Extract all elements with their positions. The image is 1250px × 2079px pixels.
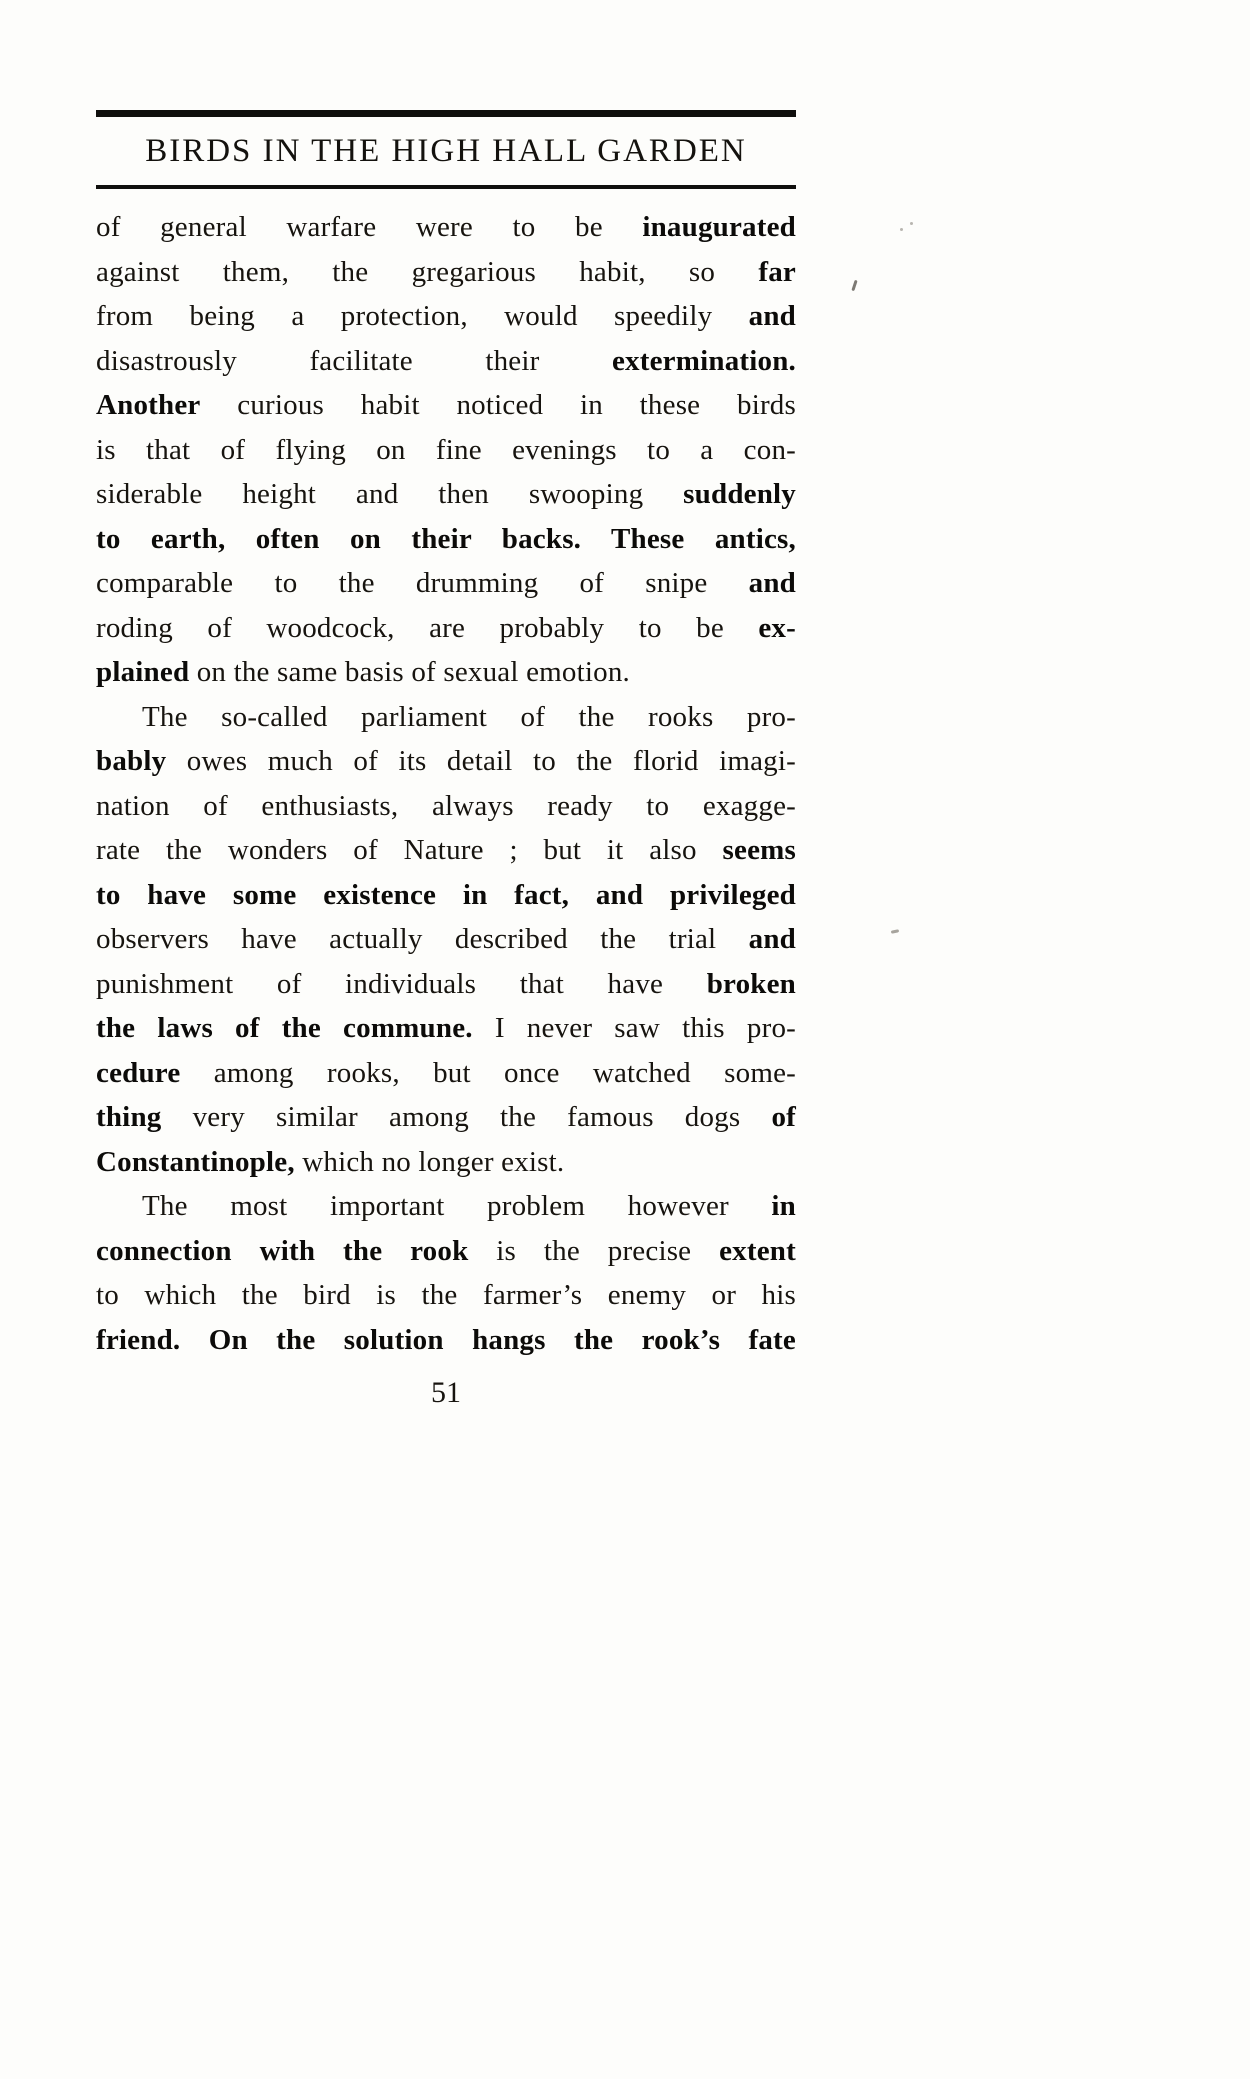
text-segment: cedure xyxy=(96,1056,181,1089)
text-body xyxy=(96,205,796,1362)
text-segment: The so-called parliament of the rooks pro- xyxy=(142,700,796,733)
text-segment: Another xyxy=(96,389,201,421)
text-line xyxy=(96,472,796,517)
text-segment: The most important problem however xyxy=(142,1190,772,1222)
text-segment: extent xyxy=(719,1234,796,1267)
text-segment: seems xyxy=(722,834,796,866)
text-segment: is that of flying on fine evenings to a con- xyxy=(96,433,796,466)
text-segment: ex- xyxy=(758,611,796,644)
text-segment: observers have actually described the trial xyxy=(96,923,749,955)
text-line xyxy=(96,1229,796,1274)
text-segment: nation of enthusiasts, always ready to exagge- xyxy=(96,789,796,822)
text-line xyxy=(96,250,796,295)
text-segment: and xyxy=(748,300,796,332)
text-segment: friend. On the solution hangs the rook’s fate xyxy=(96,1323,796,1356)
text-line xyxy=(96,294,796,339)
text-segment: comparable to the drumming of snipe xyxy=(96,567,749,599)
text-segment: of general warfare were to be xyxy=(96,211,643,243)
text-segment: which no longer exist. xyxy=(294,1145,565,1178)
text-line xyxy=(96,739,796,784)
text-line xyxy=(96,1318,796,1363)
scan-speck-tick xyxy=(891,929,899,934)
text-line xyxy=(96,205,796,250)
text-segment: against them, the gregarious habit, so xyxy=(96,255,759,288)
text-line xyxy=(96,650,796,695)
scan-speck-dots xyxy=(900,222,914,232)
header-rule-bottom xyxy=(96,185,796,189)
text-line xyxy=(96,1273,796,1318)
text-segment: suddenly xyxy=(683,478,796,510)
text-segment: to which the bird is the farmer’s enemy or his xyxy=(96,1279,796,1311)
text-line xyxy=(96,1140,796,1185)
text-segment: the laws of the commune. xyxy=(96,1012,473,1044)
text-segment: of xyxy=(771,1101,796,1133)
text-line xyxy=(96,517,796,562)
text-segment: from being a protection, would speedily xyxy=(96,300,749,332)
text-segment: curious habit noticed in these birds xyxy=(200,389,796,421)
text-segment: to earth, often on their backs. These antics, xyxy=(96,522,796,555)
text-segment: roding of woodcock, are probably to be xyxy=(96,611,759,644)
scan-speck-tick xyxy=(851,280,857,291)
text-line xyxy=(96,962,796,1007)
text-segment: siderable height and then swooping xyxy=(96,478,684,510)
text-line xyxy=(96,1184,796,1229)
running-header: BIRDS IN THE HIGH HALL GARDEN xyxy=(145,133,747,169)
text-segment: Constantinople, xyxy=(96,1145,295,1178)
text-segment: owes much of its detail to the florid imagi- xyxy=(166,745,796,777)
text-segment: disastrously facilitate their xyxy=(96,344,612,377)
text-line xyxy=(96,1006,796,1051)
text-segment: and xyxy=(748,567,796,599)
text-line xyxy=(96,873,796,918)
text-segment: far xyxy=(758,255,796,288)
text-line xyxy=(96,1095,796,1140)
text-line xyxy=(96,784,796,829)
text-line xyxy=(96,1051,796,1096)
text-segment: very similar among the famous dogs xyxy=(161,1101,772,1133)
text-segment: plained xyxy=(96,656,190,688)
text-line xyxy=(96,383,796,428)
text-segment: inaugurated xyxy=(642,211,796,243)
text-segment: and xyxy=(748,923,796,955)
page-content xyxy=(96,0,796,1410)
text-segment: I never saw this pro- xyxy=(472,1012,797,1044)
text-segment: to have some existence in fact, and privileged xyxy=(96,878,796,911)
text-line xyxy=(96,606,796,651)
text-segment: connection with the rook xyxy=(96,1234,469,1267)
text-line xyxy=(96,917,796,962)
page-number: 51 xyxy=(431,1376,461,1409)
text-segment: rate the wonders of Nature ; but it also xyxy=(96,834,723,866)
text-line xyxy=(96,561,796,606)
text-segment: is the precise xyxy=(468,1234,720,1267)
text-line xyxy=(96,428,796,473)
text-segment: punishment of individuals that have xyxy=(96,967,707,1000)
text-line xyxy=(96,339,796,384)
text-line xyxy=(96,828,796,873)
text-line xyxy=(96,695,796,740)
text-segment: thing xyxy=(96,1101,162,1133)
text-segment: extermination. xyxy=(611,344,796,377)
text-segment: bably xyxy=(96,745,167,777)
text-segment: broken xyxy=(706,967,796,1000)
header-rule-top xyxy=(96,110,796,117)
text-segment: on the same basis of sexual emotion. xyxy=(189,656,630,688)
text-segment: in xyxy=(771,1190,796,1222)
text-segment: among rooks, but once watched some- xyxy=(180,1056,796,1089)
